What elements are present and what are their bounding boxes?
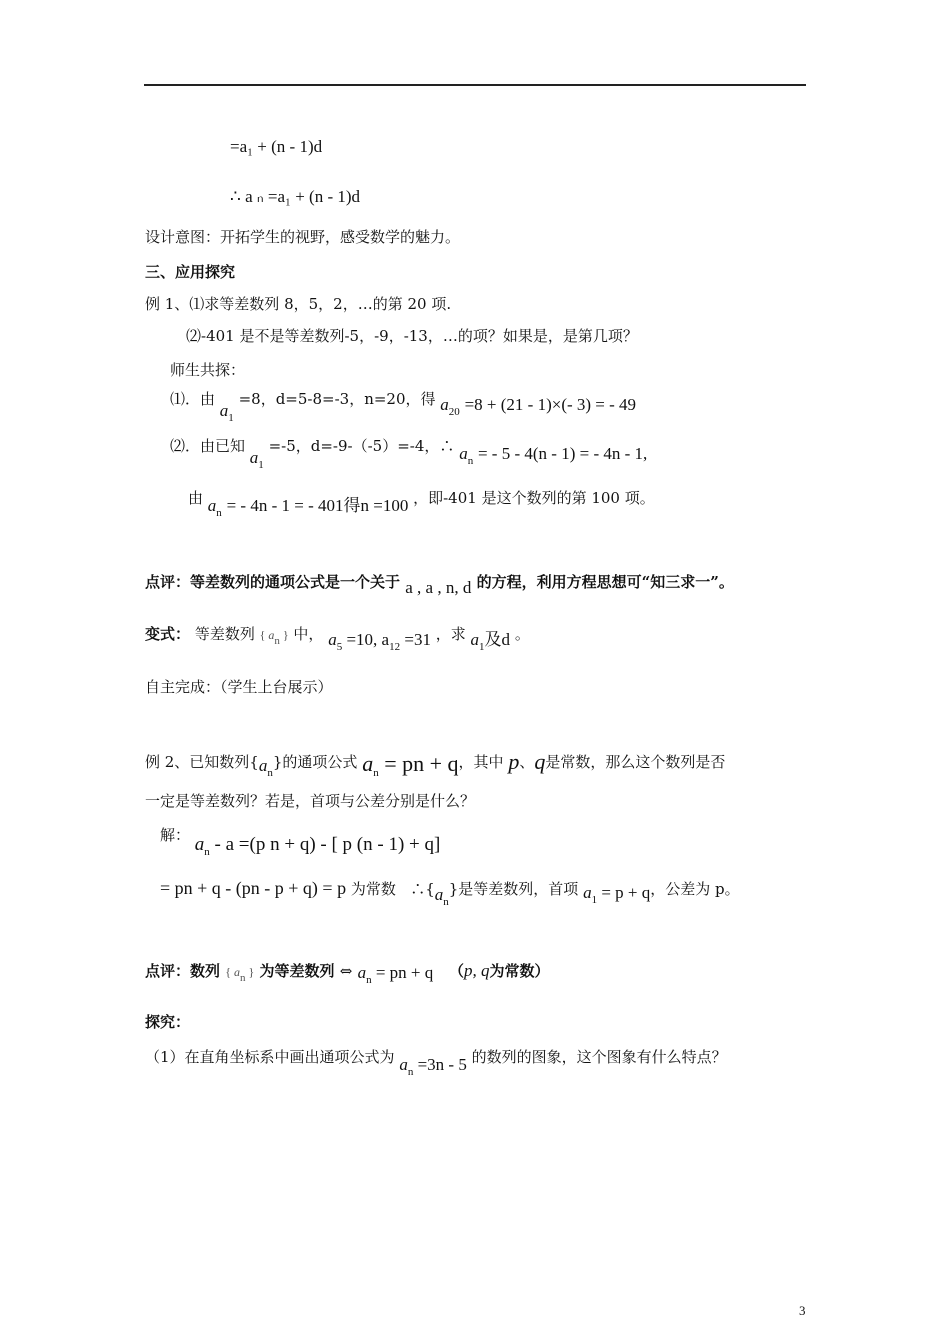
step2-formula: = - 5 - 4(n - 1) = - 4n - 1, [477, 444, 648, 463]
variant-conditions: $a_5 =10$, $a_{12} =31$ [328, 630, 431, 653]
explore-title: 探究： [145, 1013, 191, 1031]
comment1-suffix: 的方程，利用方程思想可“知三求一”。 [476, 573, 734, 591]
step1-formula: =8 + (21 - 1)×(- 3) = - 49 [464, 395, 637, 414]
sequence-an-braced: { an } [259, 628, 289, 647]
step2-prefix: ⑵．由已知 [170, 437, 246, 455]
first-term: $a_1 = p + q$ [583, 883, 651, 906]
example2-solution-1 [160, 825, 441, 858]
a20-symbol: $a_{20}$ [440, 395, 460, 418]
section-title: 三、应用探究 [145, 263, 236, 281]
comment1-prefix: 点评：等差数列的通项公式是一个关于 [145, 573, 401, 591]
variant-end: 。 [514, 625, 530, 643]
const-text: 为常数 [350, 880, 396, 898]
example2-solution-2: = pn + q - (pn - p + q) = p 为常数 $\therefore\{a_n\}$是等差数列，首项 $a_1 = p + q$，公差为 p。 [160, 878, 740, 908]
variant-text3: ，求 [435, 625, 466, 643]
example2-line2: 一定是等差数列？若是，首项与公差分别是什么？ [145, 792, 476, 810]
variant-label: 变式 [145, 625, 176, 643]
variant-colon: ： [175, 625, 191, 643]
explore-question-1: （1）在直角坐标系中画出通项公式为 $a_n =3n - 5$ 的数列的图象，这个图象有什么特点？ [145, 1048, 727, 1078]
comment-2: 点评：数列 { an } 为等差数列 ⇔ $a_n$ = pn + q （p, q为常数） [145, 961, 550, 986]
solution-step-1 [170, 389, 637, 424]
an-symbol: $a_n$ [459, 444, 474, 467]
solution-formula-2: = pn + q - (pn - p + q) = p [160, 878, 347, 898]
solution-label: 解： [160, 826, 191, 844]
example2-formula: $a_n$ = pn + q [362, 751, 459, 779]
step1-mid: =8，d=5-8=-3，n=20，得 [238, 390, 436, 408]
example2-line1: 例 2、已知数列$\{a_n\}$的通项公式 $a_n$ = pn + q，其中 p、q是常数，那么这个数列是否 [145, 749, 726, 779]
formula-line-2: ∴ a ₙ =a₁ + (n - 1)d [230, 187, 361, 206]
solution-formula-1: $a_n - a =(p$ n + q) - [ p (n - 1) + q] [194, 834, 441, 858]
step3-formula: = - 4n - 1 = - 401得n =100 [226, 496, 409, 515]
example1-q1: 例 1、⑴求等差数列 8，5，2，…的第 20 项. [145, 295, 452, 313]
page-number: 3 [799, 1303, 806, 1318]
a1-symbol-2: $a_1$ [249, 448, 264, 471]
solution-step-3 [188, 488, 655, 519]
comment1-vars: a , a , n, d [405, 578, 472, 597]
step3-suffix: ，即-401 是这个数列的第 100 项。 [413, 489, 655, 507]
variant-exercise [145, 624, 530, 651]
example1-q2: ⑵-401 是不是等差数列-5，-9，-13，…的项？如果是，是第几项？ [186, 327, 638, 345]
variant-ask: $a_1$及d [470, 630, 511, 653]
comment-1 [145, 572, 734, 597]
variant-text1: 等差数列 [194, 625, 255, 643]
variant-text2: 中， [293, 625, 324, 643]
self-complete: 自主完成：（学生上台展示） [145, 678, 333, 696]
header-rule [144, 84, 806, 86]
design-intent: 设计意图：开拓学生的视野，感受数学的魅力。 [145, 228, 461, 246]
a1-symbol: $a_1$ [219, 401, 234, 424]
co-explore-label: 师生共探： [170, 361, 246, 379]
solution-step-2 [170, 436, 648, 471]
formula-line-1: =a₁ + (n - 1)d [230, 137, 323, 156]
step1-prefix: ⑴．由 [170, 390, 216, 408]
step2-mid: =-5，d=-9-（-5）=-4，∴ [268, 437, 455, 455]
an-symbol-2: $a_n$ [207, 496, 222, 519]
iff-symbol: ⇔ [339, 962, 353, 980]
step3-prefix: 由 [188, 489, 204, 507]
